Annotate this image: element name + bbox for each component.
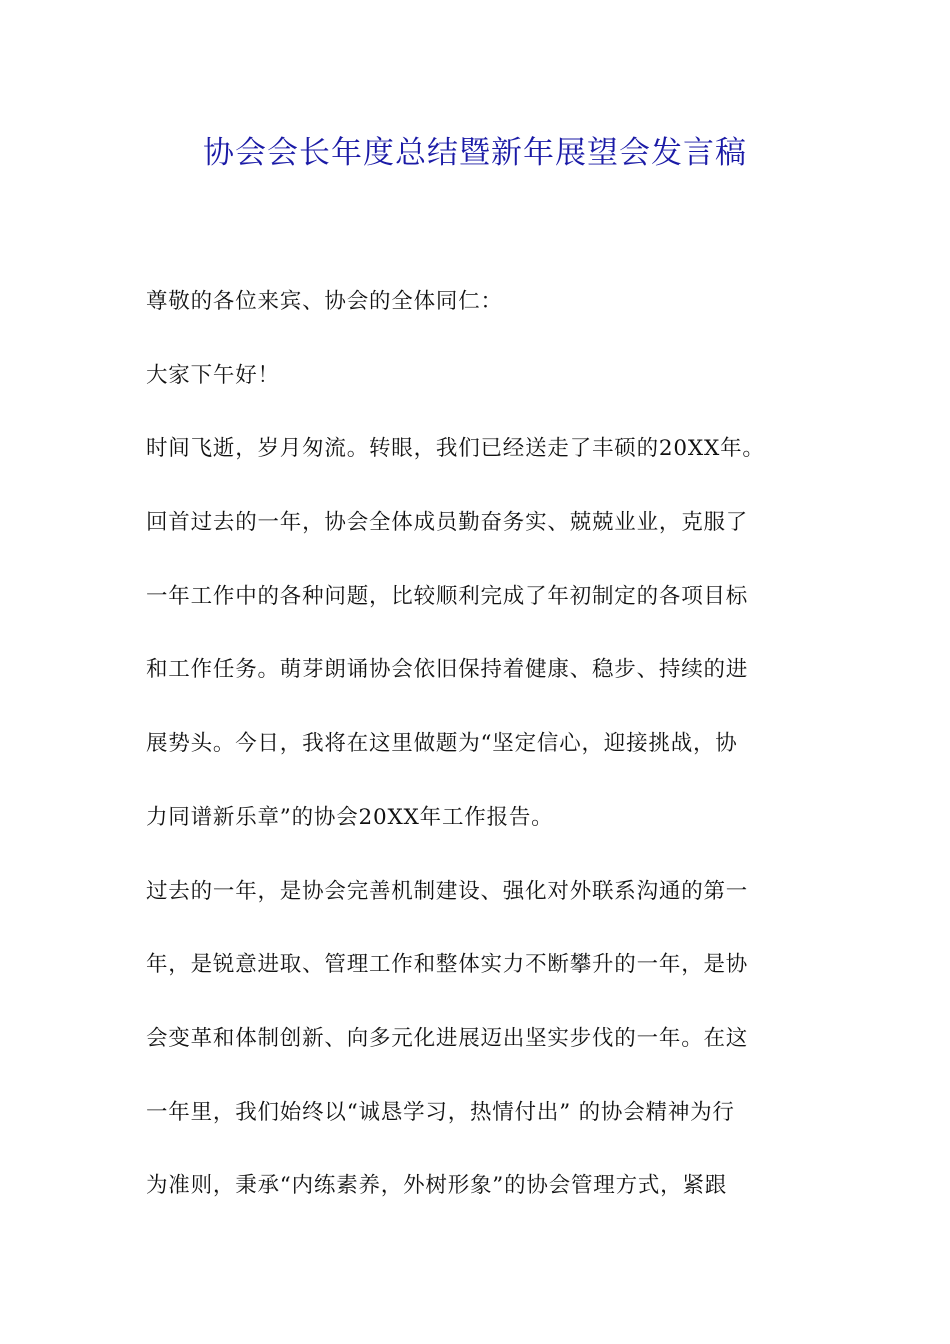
body-line: 大家下午好！ — [146, 362, 280, 388]
body-line: 尊敬的各位来宾、协会的全体同仁： — [146, 289, 503, 314]
document-body — [146, 265, 806, 1223]
body-line: 时间飞逝，岁月匆流。转眼，我们已经送走了丰硕的20XX年。 — [146, 436, 765, 462]
body-line: 展势头。今日，我将在这里做题为“坚定信心，迎接挑战，协 — [146, 731, 738, 757]
body-line: 年，是锐意进取、管理工作和整体实力不断攀升的一年，是协 — [146, 952, 749, 978]
body-line: 一年工作中的各种问题，比较顺利完成了年初制定的各项目标 — [146, 583, 749, 609]
document-title: 协会会长年度总结暨新年展望会发言稿 — [203, 135, 747, 171]
body-line: 力同谱新乐章”的协会20XX年工作报告。 — [146, 804, 554, 830]
body-line: 一年里，我们始终以“诚恳学习，热情付出” 的协会精神为行 — [146, 1099, 735, 1125]
body-line: 和工作任务。萌芽朗诵协会依旧保持着健康、稳步、持续的进 — [146, 657, 749, 683]
body-line: 回首过去的一年，协会全体成员勤奋务实、兢兢业业，克服了 — [146, 510, 749, 536]
body-line: 为准则，秉承“内练素养，外树形象”的协会管理方式，紧跟 — [146, 1173, 728, 1199]
body-line: 过去的一年，是协会完善机制建设、强化对外联系沟通的第一 — [146, 878, 749, 904]
body-line: 会变革和体制创新、向多元化进展迈出坚实步伐的一年。在这 — [146, 1025, 749, 1051]
